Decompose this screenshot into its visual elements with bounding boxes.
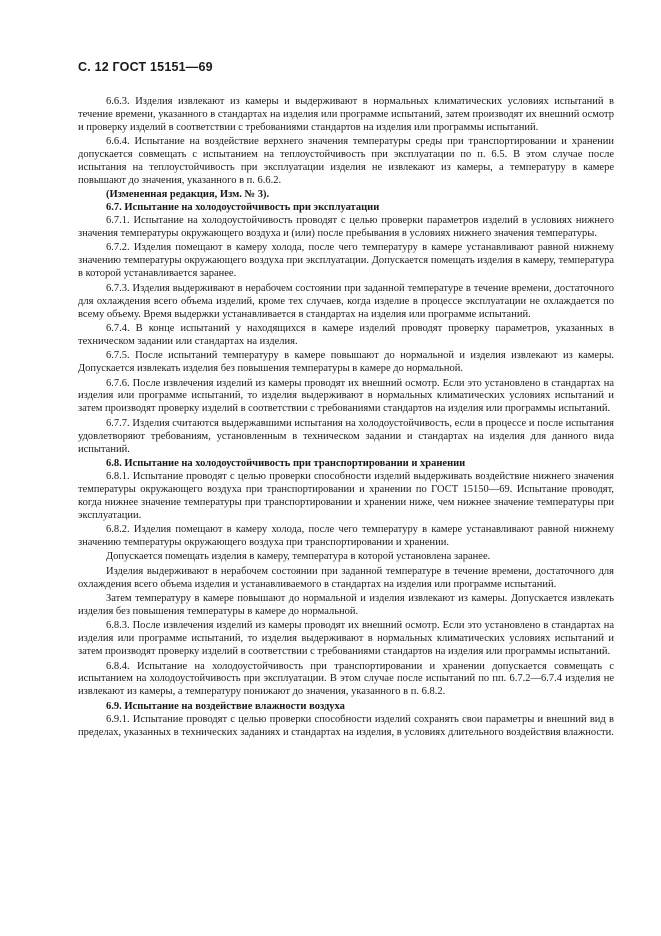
paragraph: 6.7.7. Изделия считаются выдержавшими испытания на холодоустойчивость, если в процессе и после испытания удовлетворяют требованиям, установленным в техническом задании и стандартах на изделия для данного вида испытаний.	[78, 417, 614, 455]
paragraph: Изделия выдерживают в нерабочем состоянии при заданной температуре в течение времени, достаточного для охлаждения всего объема изделия и устанавливаемого в стандартах на изделия или программе испытаний.	[78, 565, 614, 590]
paragraph: 6.7.6. После извлечения изделий из камеры проводят их внешний осмотр. Если это установлено в стандартах на изделия или программе испытаний, то изделия выдерживают в нормальных климатических условиях испытаний и затем производят проверку изделий в соответствии с требованиями стандартов на изделия или программы испытаний.	[78, 377, 614, 415]
page-header: С. 12 ГОСТ 15151—69	[78, 60, 213, 74]
section-heading: 6.7. Испытание на холодоустойчивость при эксплуатации	[106, 202, 380, 214]
paragraph: 6.7.2. Изделия помещают в камеру холода, после чего температуру в камере устанавливают равной нижнему значению температуры окружающего воздуха при эксплуатации. Допускается помещать изделия в камеру, температура в которой устанавливается заранее.	[78, 242, 614, 280]
section-heading: (Измененная редакция, Изм. № 3).	[106, 189, 270, 201]
section-heading: 6.9. Испытание на воздействие влажности воздуха	[106, 700, 345, 712]
paragraph: 6.8.3. После извлечения изделий из камеры проводят их внешний осмотр. Если это установлено в стандартах на изделия или программе испытаний, то изделия выдерживают в нормальных климатических условиях испытаний и затем производят проверку изделий в соответствии с требованиями стандартов на изделия или программы испытаний.	[78, 620, 614, 658]
paragraph: 6.7.1. Испытание на холодоустойчивость проводят с целью проверки параметров изделий в условиях нижнего значения температуры окружающего воздуха и (или) после пребывания в условиях нижнего значения температуры.	[78, 215, 614, 240]
paragraph: 6.7.3. Изделия выдерживают в нерабочем состоянии при заданной температуре в течение времени, достаточного для охлаждения всего объема изделий, кроме тех случаев, когда изделие в процессе эксплуатации не охлаждается по всему объему. Время выдержки устанавливается в стандартах на изделия или программе испытаний.	[78, 282, 614, 320]
paragraph: 6.9.1. Испытание проводят с целью проверки способности изделий сохранять свои параметры и внешний вид в пределах, указанных в технических заданиях и стандартах на изделия, в условиях длительного воздействия влажности.	[78, 713, 614, 738]
section-heading: 6.8. Испытание на холодоустойчивость при транспортировании и хранении	[106, 457, 466, 469]
paragraph: Затем температуру в камере повышают до нормальной и изделия извлекают из камеры. Допускается извлекать изделия без повышения температуры в камере до нормальной.	[78, 593, 614, 617]
paragraph: 6.7.4. В конце испытаний у находящихся в камере изделий проводят проверку параметров, указанных в техническом задании или стандартах на изделия.	[78, 322, 614, 347]
paragraph: 6.6.3. Изделия извлекают из камеры и выдерживают в нормальных климатических условиях испытаний в течение времени, указанного в стандартах на изделия или программе испытаний, затем производят их внешний осмотр и проверку изделий в соответствии с требованиями стандартов на изделия или программы испытаний.	[78, 96, 614, 133]
paragraph: 6.8.4. Испытание на холодоустойчивость при транспортировании и хранении допускается совмещать с испытанием на холодоустойчивость при эксплуатации. В этом случае после испытаний по пп. 6.7.2—6.7.4 изделия не извлекают из камеры, а температуру понижают до значения, указанного в п. 6.8.2.	[78, 660, 614, 698]
paragraph: Допускается помещать изделия в камеру, температура в которой установлена заранее.	[106, 551, 491, 563]
paragraph: 6.6.4. Испытание на воздействие верхнего значения температуры среды при транспортировании и хранении допускается совмещать с испытанием на теплоустойчивость при эксплуатации по п. 6.5. В этом случае после испытания на теплоустойчивость при эксплуатации изделия не извлекают из камеры, а температуру в камере повышают до значения, указанного в п. 6.6.2.	[78, 136, 614, 186]
paragraph: 6.8.2. Изделия помещают в камеру холода, после чего температуру в камере устанавливают равной нижнему значению температуры окружающего воздуха при транспортировании и хранении.	[78, 524, 614, 548]
paragraph: 6.8.1. Испытание проводят с целью проверки способности изделий выдерживать воздействие нижнего значения температуры окружающего воздуха при транспортировании и хранении по ГОСТ 15150—69. Испытание проводят, когда нижнее значение температуры при транспортировании и хранении ниже, чем нижнее значение температуры при эксплуатации.	[78, 470, 614, 521]
paragraph: 6.7.5. После испытаний температуру в камере повышают до нормальной и изделия извлекают из камеры. Допускается извлекать изделия без повышения температуры в камере до нормальной.	[78, 350, 614, 375]
document-body	[78, 96, 614, 741]
